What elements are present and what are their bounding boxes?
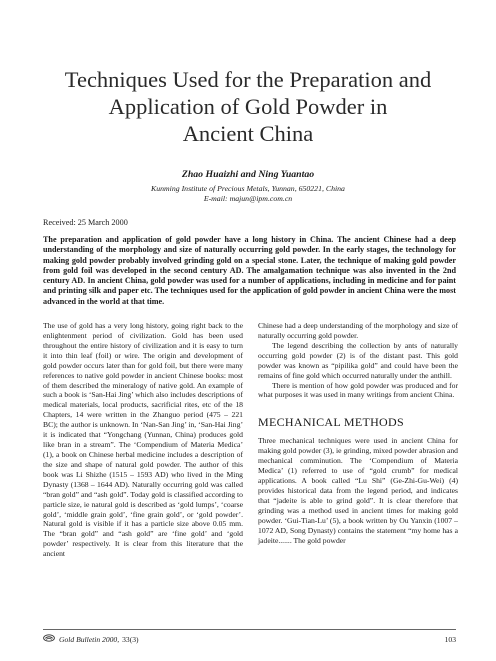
- page-number: 103: [444, 634, 456, 644]
- paper-title: [30, 66, 466, 147]
- body-paragraph: There is mention of how gold powder was produced and for what purposes it was used in many writings from ancient China.: [258, 380, 458, 400]
- affiliation-email: E-mail: majun@ipm.com.cn: [203, 194, 293, 203]
- body-column-left: [43, 321, 243, 559]
- authors: Zhao Huaizhi and Ning Yuantao: [181, 169, 315, 180]
- body-column-right: [258, 321, 458, 546]
- affiliation: [0, 184, 496, 204]
- gold-bulletin-logo-icon: [43, 634, 55, 644]
- title-line: Application of Gold Powder in: [108, 94, 388, 119]
- section-heading: MECHANICAL METHODS: [258, 415, 404, 430]
- received-date: Received: 25 March 2000: [43, 218, 128, 227]
- body-paragraph: The legend describing the collection by ants of naturally occurring gold powder (2) is of the distant past. This gold powder was known as “pipilika gold” and could have been the remains of fine gold which occurred naturally under the anthill.: [258, 340, 458, 380]
- body-paragraph: Three mechanical techniques were used in ancient China for making gold powder (3), ie grinding, mixed powder abrasion and mechanical comminution. The ‘Compendium of Materia Medica’ (1) referred to use of “gold crumb” for medical applications. A book called “Lu Shi” (Ge-Zhi-Gu-Wei) (4) provides historical data from the legend period, and indicates that “jadeite is able to grind gold”. It is clear therefore that grinding was a method used in ancient times for making gold powder. ‘Gui-Tian-Lu’ (5), a book written by Ou Yanxin (1007 – 1072 AD, Song Dynasty) contains the statement “my home has a jadeite....... The gold powder: [258, 436, 458, 545]
- abstract: The preparation and application of gold powder have a long history in China. The ancient Chinese had a deep understanding of the morphology and size of naturally occurring gold powder. In the early stages, the technology for making gold powder probably involved grinding gold on a special stone. Later, the technique of making gold powder from gold foil was developed in the second century AD. The amalgamation technique was also invented in the 2nd century AD. In ancient China, gold powder was used for a number of applications, including in medicine and for paint and printing silk and paper etc. The techniques used for the application of gold powder in ancient China were the most advanced in the world at that time.: [43, 235, 456, 306]
- affiliation-institute: Kunming Institute of Precious Metals, Yunnan, 650221, China: [151, 184, 345, 193]
- footer-divider: [43, 629, 456, 630]
- title-line: Ancient China: [182, 121, 314, 146]
- page-footer: [43, 634, 456, 644]
- title-line: Techniques Used for the Preparation and: [64, 67, 432, 92]
- body-paragraph: The use of gold has a very long history, going right back to the enlightenment period of civilization. Gold has been used throughout the entire history of civilization and it is easy to turn it into thin leaf (foil) or wire. The origin and development of gold powder occurs later than for gold foil, but there were many references to native gold powder in ancient Chinese books: most of them described the mineralogy of native gold. An example of such a book is ‘San-Hai Jing’ which also includes descriptions of medical materials, local products, sacrificial rites, etc of the 18 Chapters, 14 were written in the Zhanguo period (475 – 221 BC); the author is unknown. In ‘Nan-San Jing’ in, ‘San-Hai Jing’ it is indicated that “Yongchang (Yunnan, China) produces gold like bran in a stream”. The ‘Compendium of Materia Medica’ (1), a book on Chinese herbal medicine includes a description of the size and shape of natural gold powder. The author of this book was Li Shizhe (1515 – 1593 AD) who lived in the Ming Dynasty (1368 – 1644 AD). Naturally occurring gold was called “bran gold” and “ash gold”. Today gold is classified according to particle size, ie natural gold is described as ‘gold lumps’, ‘coarse gold’, ‘middle grain gold’, ‘fine grain gold’, or ‘gold powder’. Natural gold is visible if it has a particle size above 0.05 mm. The “bran gold” and “ash gold” are ‘fine gold’ and ‘gold powder’ respectively. It is clear from this literature that the ancient: [43, 321, 243, 559]
- footer-journal-info: [43, 634, 139, 644]
- journal-name: Gold Bulletin 2000,: [59, 634, 120, 644]
- body-paragraph: Chinese had a deep understanding of the morphology and size of naturally occurring gold powder.: [258, 321, 458, 340]
- journal-issue: 33(3): [122, 634, 139, 644]
